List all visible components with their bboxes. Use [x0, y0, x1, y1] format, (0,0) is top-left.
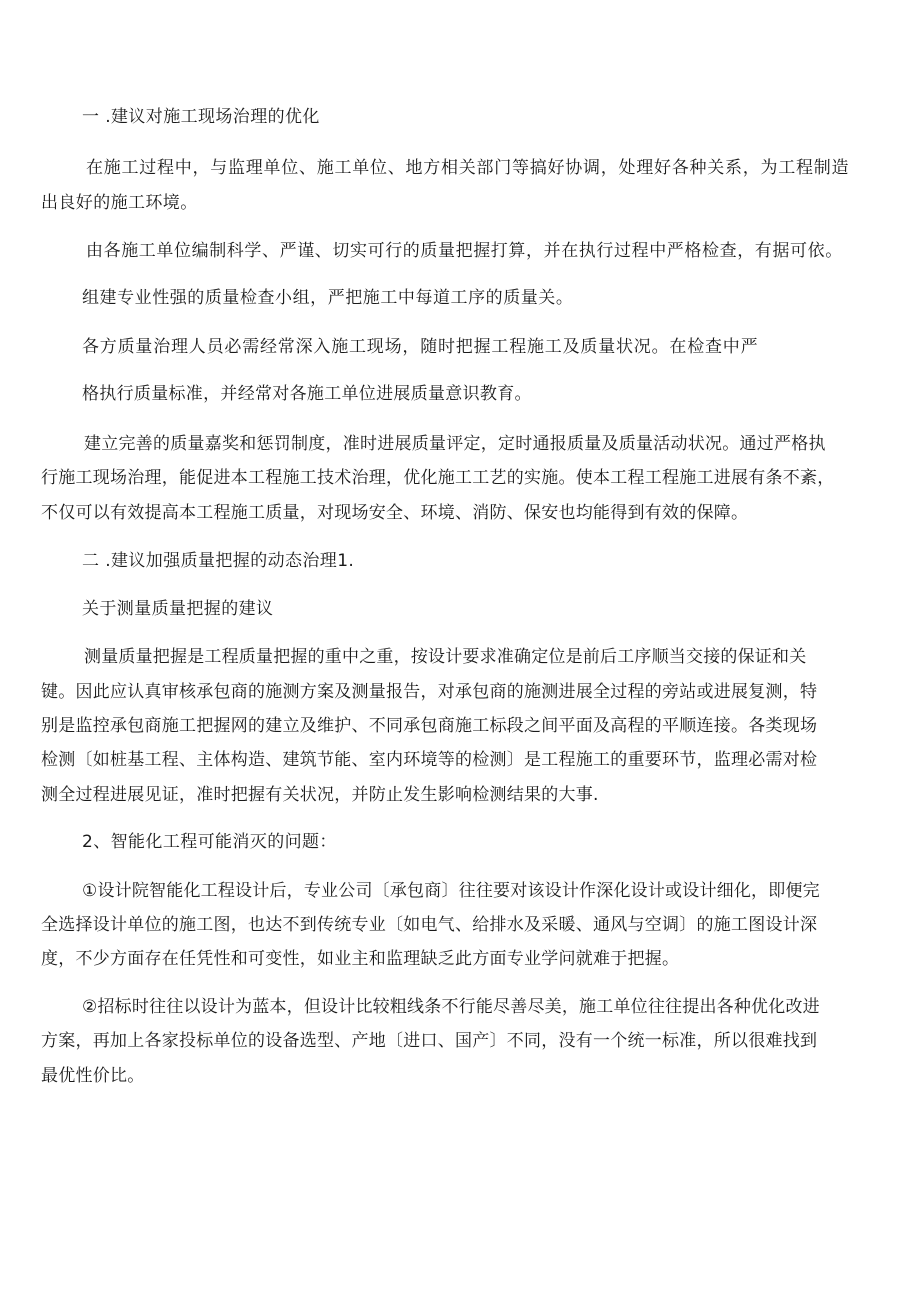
paragraph-5-line-2: 行施工现场治理，能促进本工程施工技术治理，优化施工工艺的实施。使本工程工程施工进展有条不紊， — [41, 468, 835, 488]
paragraph-3: 组建专业性强的质量检查小组，严把施工中每道工序的质量关。 — [82, 288, 574, 308]
subsection-heading-survey: 关于测量质量把握的建议 — [82, 599, 274, 619]
paragraph-8-line-3: 最优性价比。 — [41, 1066, 145, 1086]
paragraph-6-line-4: 检测〔如桩基工程、主体构造、建筑节能、室内环境等的检测〕是工程施工的重要环节，监理必需对检 — [41, 750, 818, 770]
paragraph-8-line-2: 方案，再加上各家投标单位的设备选型、产地〔进口、国产〕不同，没有一个统一标准，所以很难找到 — [41, 1031, 818, 1051]
paragraph-4-line-2: 格执行质量标准，并经常对各施工单位进展质量意识教育。 — [82, 384, 532, 404]
paragraph-6-line-2: 键。因此应认真审核承包商的施测方案及测量报告，对承包商的施测进展全过程的旁站或进展复测，特 — [41, 682, 818, 702]
section-heading-2: 二 .建议加强质量把握的动态治理1. — [82, 551, 355, 571]
paragraph-7-line-3: 度，不少方面存在任凭性和可变性，如业主和监理缺乏此方面专业学问就难于把握。 — [41, 949, 680, 969]
paragraph-5-line-3: 不仅可以有效提高本工程施工质量，对现场安全、环境、消防、保安也均能得到有效的保障。 — [41, 503, 749, 523]
subsection-heading-smart-engineering: 2、智能化工程可能消灭的问题： — [82, 832, 337, 852]
paragraph-5-line-1: 建立完善的质量嘉奖和惩罚制度，准时进展质量评定，定时通报质量及质量活动状况。通过严格执 — [84, 434, 826, 454]
paragraph-7-line-2: 全选择设计单位的施工图，也达不到传统专业〔如电气、给排水及采暖、通风与空调〕的施工图设计深 — [41, 915, 818, 935]
paragraph-1-line-1: 在施工过程中，与监理单位、施工单位、地方相关部门等搞好协调，处理好各种关系，为工程制造 — [86, 158, 850, 178]
paragraph-6-line-5: 测全过程进展见证，准时把握有关状况，并防止发生影响检测结果的大事. — [41, 785, 599, 805]
paragraph-2: 由各施工单位编制科学、严谨、切实可行的质量把握打算，并在执行过程中严格检查，有据可依。 — [86, 241, 843, 261]
paragraph-6-line-1: 测量质量把握是工程质量把握的重中之重，按设计要求准确定位是前后工序顺当交接的保证和关 — [84, 647, 807, 667]
paragraph-8-line-1: ②招标时往往以设计为蓝本，但设计比较粗线条不行能尽善尽美，施工单位往往提出各种优化改进 — [82, 997, 820, 1017]
paragraph-4-line-1: 各方质量治理人员必需经常深入施工现场，随时把握工程施工及质量状况。在检查中严 — [82, 337, 759, 357]
paragraph-1-line-2: 出良好的施工环境。 — [41, 193, 198, 213]
paragraph-7-line-1: ①设计院智能化工程设计后，专业公司〔承包商〕往往要对该设计作深化设计或设计细化，即便完 — [82, 881, 820, 901]
section-heading-1: 一 .建议对施工现场治理的优化 — [82, 107, 320, 127]
paragraph-6-line-3: 别是监控承包商施工把握网的建立及维护、不同承包商施工标段之间平面及高程的平顺连接。各类现场 — [41, 716, 818, 736]
